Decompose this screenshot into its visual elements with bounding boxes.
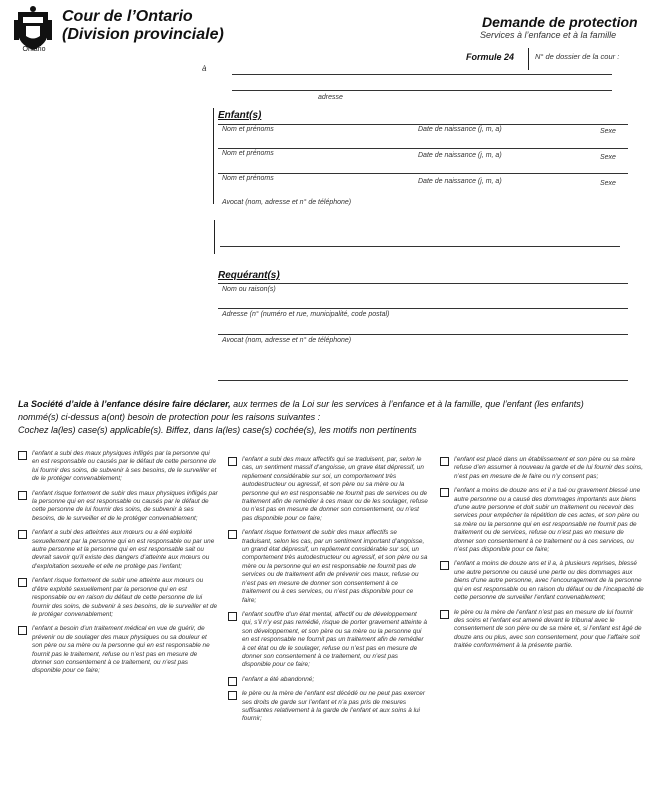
reason-item <box>228 456 428 523</box>
reason-checkbox[interactable] <box>228 691 237 700</box>
child-3-birthdate-label: Date de naissance (j, m, a) <box>418 178 502 185</box>
reason-item <box>18 529 218 571</box>
reason-checkbox[interactable] <box>18 491 27 500</box>
reason-text: l’enfant risque fortement de subir une atteinte aux mœurs ou d’être exploité sexuellement par la personne qui en est responsable ou en raison du défaut de cette personne de lui fournir des soins, de subvenir à ses besoins, de le surveiller et de le protéger convenablement; <box>32 577 218 618</box>
reason-item <box>228 676 428 684</box>
applicant-lawyer-label: Avocat (nom, adresse et n° de téléphone) <box>222 337 352 344</box>
reason-checkbox[interactable] <box>18 578 27 587</box>
reason-checkbox[interactable] <box>228 612 237 621</box>
reason-item <box>18 577 218 619</box>
applicant-name-line[interactable] <box>218 283 628 284</box>
declaration-line-1: aux termes de la Loi sur les services à l’enfance et à la famille, que l’enfant (les enfants) <box>230 399 584 409</box>
reason-checkbox[interactable] <box>440 561 449 570</box>
reason-text: le père ou la mère de l’enfant est décédé ou ne peut pas exercer ses droits de garde sur l’enfant et n’a pas pris de mesures suffisantes relativement à la garde de l’enfant et aux soins à lui fournir; <box>242 690 425 723</box>
reason-checkbox[interactable] <box>228 457 237 466</box>
reason-item <box>440 456 645 481</box>
reason-checkbox[interactable] <box>228 677 237 686</box>
reason-item <box>18 625 218 675</box>
location-a-label: à <box>202 64 207 73</box>
reason-checkbox[interactable] <box>440 610 449 619</box>
reason-text: l’enfant a moins de douze ans et il a, à plusieurs reprises, blessé une autre personne ou causé une perte ou des dommages aux biens d’une autre personne, avec l’encouragement de la personne qui en est responsable ou en raison du défaut ou de l’incapacité de cette personne de surveiller l’enfant convenablement; <box>454 560 644 602</box>
reason-text: l’enfant a besoin d’un traitement médical en vue de guérir, de prévenir ou de soulager des maux physiques ou sa douleur et son père ou sa mère ou la personne qui en est responsable ne fournit pas le traitement, refuse ou n’est pas en mesure de donner son consentement à ce traitement, ou n’est pas disponible pour ce faire; <box>32 625 210 675</box>
court-location-line[interactable] <box>232 74 612 75</box>
reason-checkbox[interactable] <box>440 488 449 497</box>
child-1-name-label: Nom et prénoms <box>222 126 274 133</box>
child-3-sex-label: Sexe <box>600 180 616 187</box>
child-1-birthdate-label: Date de naissance (j, m, a) <box>418 126 502 133</box>
reason-text: l’enfant risque fortement de subir des maux physiques infligés par la personne qui en est responsable ou causés par le défaut de cette personne de lui fournir des soins, de subvenir à ses besoins, de le surveiller et de le protéger convenablement; <box>32 489 218 522</box>
reason-text: l’enfant a subi des maux physiques infligés par la personne qui en est responsable ou causés par le défaut de cette personne de lui fournir des soins, de subvenir à ses besoins, de le surveiller et de le protéger convenablement; <box>32 450 217 483</box>
reason-item <box>18 450 218 484</box>
document-subtitle: Services à l’enfance et à la famille <box>480 30 617 40</box>
reason-text: le père ou la mère de l’enfant n’est pas en mesure de lui fournir des soins et l’enfant est amené devant le tribunal avec le consentement de son père ou de sa mère et, si l’enfant est âgé de douze ans ou plus, avec son consentement, pour que l’affaire soit traitée conformément à la présente partie. <box>454 608 642 650</box>
child-1-line[interactable] <box>218 124 628 125</box>
declaration-bold-part: La Société d’aide à l’enfance désire faire déclarer, <box>18 399 231 409</box>
child-3-line[interactable] <box>218 173 628 174</box>
child-1-sex-label: Sexe <box>600 128 616 135</box>
reason-checkbox[interactable] <box>440 457 449 466</box>
reason-item <box>440 487 645 554</box>
reason-text: l’enfant a moins de douze ans et il a tué ou gravement blessé une autre personne ou a causé des dommages importants aux biens d’une autre personne et doit subir un traitement ou recevoir des services pour empêcher la répétition de ces actes, et son père ou sa mère ou la personne qui en est responsable ne fournit pas de traitement ou de services, refuse ou n’est pas en mesure de donner son consentement à ce traitement ou à ces services, ou n’est pas disponible pour ce faire; <box>454 487 641 554</box>
applicant-name-label: Nom ou raison(s) <box>222 286 276 293</box>
child-2-line[interactable] <box>218 148 628 149</box>
child-2-birthdate-label: Date de naissance (j, m, a) <box>418 152 502 159</box>
reason-item <box>228 690 428 724</box>
applicant-address-label: Adresse (n° (numéro et rue, municipalité, code postal) <box>222 311 390 318</box>
reason-checkbox[interactable] <box>228 530 237 539</box>
child-lawyer-line[interactable] <box>220 246 620 247</box>
reason-text: l’enfant risque fortement de subir des maux affectifs se traduisant, selon les cas, par un sentiment important d’angoisse, un grand état dépressif, un repliement considérable sur soi, un comportement très autodestructeur ou agressif, et son père ou sa mère ou la personne qui en est responsable ne fournit pas de services ou de traitement afin de prévenir ces maux, refuse ou n’est pas en mesure de donner son consentement à ce traitement ou à ces services, ou n’est pas disponible pour ce faire; <box>242 529 428 604</box>
enfants-bracket <box>213 108 214 204</box>
reasons-column-3 <box>440 456 645 657</box>
child-3-name-label: Nom et prénoms <box>222 175 274 182</box>
reason-item <box>228 611 428 670</box>
court-line-1: Cour de l’Ontario <box>62 8 193 25</box>
children-section-title: Enfant(s) <box>218 110 262 121</box>
declaration-line-2: nommé(s) ci-dessus a(ont) besoin de protection pour les raisons suivantes : <box>18 412 321 422</box>
reasons-column-1 <box>18 450 218 682</box>
declaration-instructions: Cochez la(les) case(s) applicable(s). Biffez, dans la(les) case(s) cochée(s), les motifs non pertinents <box>18 425 417 435</box>
dossier-divider <box>528 48 529 70</box>
court-line-2: (Division provinciale) <box>62 26 224 43</box>
reason-text: l’enfant est placé dans un établissement et son père ou sa mère refuse d’en assumer à nouveau la garde et de lui fournir des soins, n’est pas en mesure de le faire ou n’y consent pas; <box>454 456 643 480</box>
reason-item <box>18 490 218 524</box>
reasons-column-2 <box>228 456 428 730</box>
applicant-address-line[interactable] <box>218 308 628 309</box>
applicant-section-title: Requérant(s) <box>218 270 280 281</box>
reason-text: l’enfant souffre d’un état mental, affectif ou de développement qui, s’il n’y est pas remédié, risque de porter gravement atteinte à son développement, et son père ou sa mère ou la personne qui en est responsable ne fournit pas un traitement afin de remédier à cet état ou de le soulager, refuse ou n’est pas en mesure de donner son consentement à ce traitement, ou n’est pas disponible pour ce faire; <box>242 610 428 669</box>
court-address-line[interactable] <box>232 90 612 91</box>
lawyer-bracket <box>214 220 215 254</box>
child-2-sex-label: Sexe <box>600 154 616 161</box>
reason-text: l’enfant a été abandonné; <box>242 675 315 683</box>
reason-checkbox[interactable] <box>18 451 27 460</box>
province-wordmark: Ontario <box>22 46 46 53</box>
child-2-name-label: Nom et prénoms <box>222 150 274 157</box>
declaration-paragraph <box>18 398 642 437</box>
reason-text: l’enfant a subi des maux affectifs qui se traduisent, par, selon le cas, un sentiment massif d’angoisse, un grave état dépressif, un repliement considérable sur soi, un comportement très autodestructeur ou agressif, et son père ou sa mère ou la personne qui en est responsable ne fournit pas de services ou de traitement afin de remédier à ces maux ou de les soulager, refuse ou n’est pas en mesure de donner son consentement, ou n’est pas disponible pour ce faire; <box>242 456 428 522</box>
reason-item <box>440 560 645 602</box>
child-lawyer-label: Avocat (nom, adresse et n° de téléphone) <box>222 199 352 206</box>
reason-checkbox[interactable] <box>18 626 27 635</box>
reason-item <box>440 609 645 651</box>
document-title: Demande de protection <box>482 14 638 30</box>
reason-text: l’enfant a subi des atteintes aux mœurs ou a été exploité sexuellement par la personne qui en est responsable ou par une autre personne et la personne qui en est responsable sait ou devrait savoir qu’il existe des dangers d’atteinte aux mœurs ou d’exploitation sexuelle et elle ne protège pas l’enfant; <box>32 529 215 570</box>
applicant-lawyer-line-2[interactable] <box>218 380 628 381</box>
applicant-lawyer-line[interactable] <box>218 334 628 335</box>
address-label: adresse <box>318 94 343 101</box>
reason-item <box>228 529 428 605</box>
form-number: Formule 24 <box>466 52 515 62</box>
reason-checkbox[interactable] <box>18 530 27 539</box>
court-name <box>62 8 224 44</box>
court-file-number-label: N° de dossier de la cour : <box>535 52 620 61</box>
